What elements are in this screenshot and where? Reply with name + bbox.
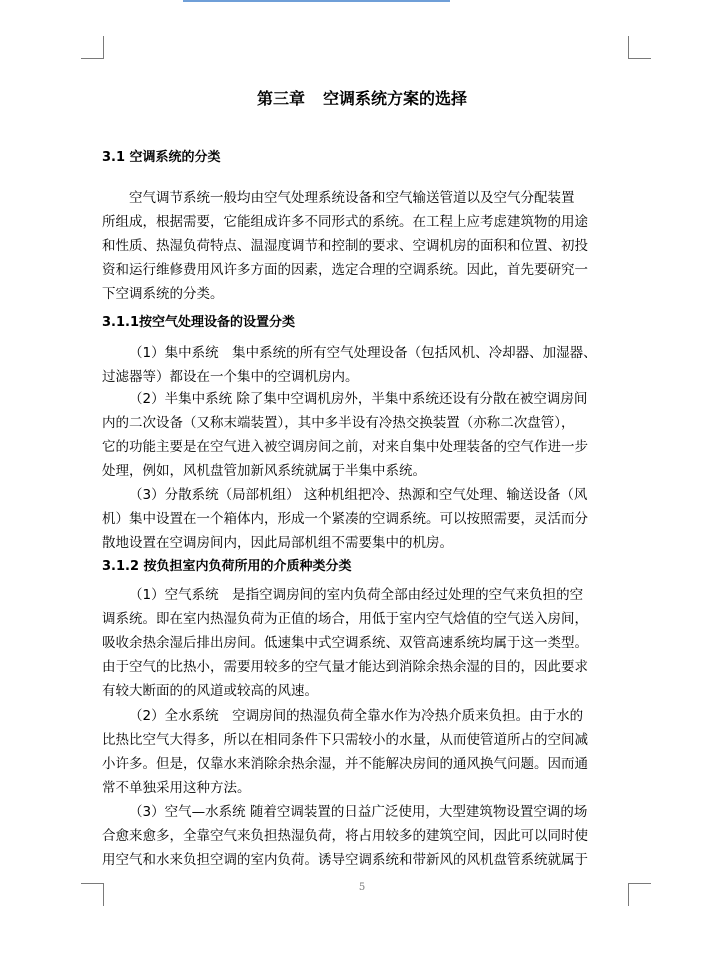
text-line: 调系统。即在室内热湿负荷为正值的场合，用低于室内空气焓值的空气送入房间，	[102, 611, 588, 627]
page-number: 5	[358, 882, 366, 893]
paragraph-distributed-system	[102, 483, 622, 555]
text-line: 散地设置在空调房间内，因此局部机组不需要集中的机房。	[102, 535, 453, 551]
text-line: 机）集中设置在一个箱体内，形成一个紧凑的空调系统。可以按照需要，灵活而分	[102, 511, 588, 527]
paragraph-semi-central-system	[102, 387, 622, 483]
text-line: （1）空气系统 是指空调房间的室内负荷全部由经过处理的空气来负担的空	[129, 587, 584, 603]
chapter-name: 空调系统方案的选择	[323, 89, 468, 108]
text-line: 常不单独采用这种方法。	[102, 780, 251, 796]
paragraph-air-system	[102, 583, 622, 703]
text-line: （3）空气—水系统 随着空调装置的日益广泛使用，大型建筑物设置空调的场	[129, 804, 588, 820]
text-line: 用空气和水来负担空调的室内负荷。诱导空调系统和带新风的风机盘管系统就属于	[102, 852, 588, 868]
paragraph-all-water-system	[102, 704, 622, 800]
text-line: （2）半集中系统 除了集中空调机房外，半集中系统还设有分散在被空调房间	[129, 391, 588, 407]
text-line: 过滤器等）都设在一个集中的空调机房内。	[102, 369, 359, 385]
text-line: 吸收余热余湿后排出房间。低速集中式空调系统、双管高速系统均属于这一类型。	[102, 635, 588, 651]
section-heading-3-1: 3.1 空调系统的分类	[102, 150, 221, 165]
text-line: 有较大断面的的风道或较高的风速。	[102, 683, 318, 699]
text-line: （2）全水系统 空调房间的热湿负荷全靠水作为冷热介质来负担。由于水的	[129, 708, 584, 724]
text-line: 所组成，根据需要，它能组成许多不同形式的系统。在工程上应考虑建筑物的用途	[102, 214, 588, 230]
crop-mark-bottom-left	[81, 883, 104, 906]
text-line: 它的功能主要是在空气进入被空调房间之前，对来自集中处理装备的空气作进一步	[102, 439, 588, 455]
crop-mark-top-right	[628, 36, 651, 59]
paragraph-central-system	[102, 341, 622, 389]
sub-heading-3-1-1: 3.1.1按空气处理设备的设置分类	[102, 315, 296, 330]
text-line: （3）分散系统（局部机组） 这种机组把冷、热源和空气处理、输送设备（风	[129, 487, 588, 503]
text-line: 内的二次设备（又称末端装置），其中多半设有冷热交换装置（亦称二次盘管），	[102, 415, 575, 431]
paragraph-classification-intro	[102, 186, 622, 306]
text-line: 合愈来愈多，全靠空气来负担热湿负荷，将占用较多的建筑空间，因此可以同时使	[102, 828, 588, 844]
text-line: 和性质、热湿负荷特点、温湿度调节和控制的要求、空调机房的面积和位置、初投	[102, 238, 588, 254]
text-line: 小许多。但是，仅靠水来消除余热余湿，并不能解决房间的通风换气问题。因而通	[102, 756, 588, 772]
text-line: 资和运行维修费用风许多方面的因素，选定合理的空调系统。因此，首先要研究一	[102, 262, 588, 278]
text-line: 空气调节系统一般均由空气处理系统设备和空气输送管道以及空气分配装置	[129, 190, 575, 206]
sub-heading-3-1-2: 3.1.2 按负担室内负荷所用的介质种类分类	[102, 559, 352, 574]
chapter-number: 第三章	[256, 89, 305, 108]
paragraph-air-water-system	[102, 800, 622, 872]
crop-mark-top-left	[81, 36, 104, 59]
text-line: 比热比空气大得多，所以在相同条件下只需较小的水量，从而使管道所占的空间减	[102, 732, 588, 748]
text-line: 由于空气的比热小，需要用较多的空气量才能达到消除余热余湿的目的，因此要求	[102, 659, 588, 675]
text-line: （1）集中系统 集中系统的所有空气处理设备（包括风机、冷却器、加湿器、	[129, 345, 597, 361]
text-line: 下空调系统的分类。	[102, 286, 224, 302]
chapter-title	[102, 88, 622, 110]
text-line: 处理，例如，风机盘管加新风系统就属于半集中系统。	[102, 463, 426, 479]
crop-mark-bottom-right	[628, 883, 651, 906]
window-top-accent	[183, 0, 450, 2]
